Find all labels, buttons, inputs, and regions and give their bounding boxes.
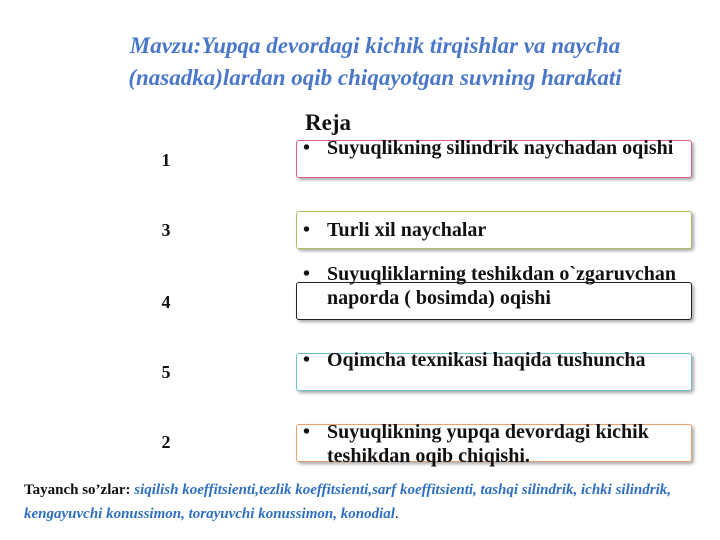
item-number-5: 2: [161, 432, 171, 452]
list-item-1: [303, 136, 698, 160]
keywords-label: Tayanch so’zlar:: [24, 482, 131, 498]
bullet-icon: •: [303, 219, 311, 241]
bullet-icon: •: [303, 137, 311, 159]
bullet-icon: •: [303, 421, 311, 443]
keywords-paragraph: [24, 478, 714, 526]
list-item-5: [303, 420, 698, 468]
bullet-icon: •: [303, 349, 311, 371]
item-text-3: Suyuqliklarning teshikdan o`zgaruvchan naporda ( bosimda) oqishi: [327, 263, 676, 309]
item-number-4: 5: [161, 362, 171, 382]
title-line-2: (nasadka)lardan oqib chiqayotgan suvning harakati: [128, 65, 622, 90]
keywords-list: siqilish koeffitsienti,tezlik koeffitsienti,sarf koeffitsienti, tashqi silindrik, ichki silindrik, kengayuvchi konussimon, torayuvchi konussimon, konodial: [24, 482, 672, 522]
plan-heading: Reja: [305, 110, 351, 135]
list-item-3: [303, 262, 698, 310]
bullet-icon: •: [303, 263, 311, 285]
title-line-1: Mavzu:Yupqa devordagi kichik tirqishlar va naycha: [129, 33, 621, 58]
item-text-1: Suyuqlikning silindrik naychadan oqishi: [327, 137, 674, 159]
item-number-2: 3: [161, 220, 171, 240]
list-item-2: [303, 218, 698, 242]
keywords-end: .: [394, 506, 399, 522]
item-number-3: 4: [161, 292, 171, 312]
item-text-2: Turli xil naychalar: [327, 219, 487, 241]
item-number-1: 1: [161, 150, 171, 170]
slide-title: [30, 30, 720, 94]
item-text-5: Suyuqlikning yupqa devordagi kichik teshikdan oqib chiqishi.: [327, 421, 649, 467]
item-text-4: Oqimcha texnikasi haqida tushuncha: [327, 349, 646, 371]
list-item-4: [303, 348, 698, 372]
